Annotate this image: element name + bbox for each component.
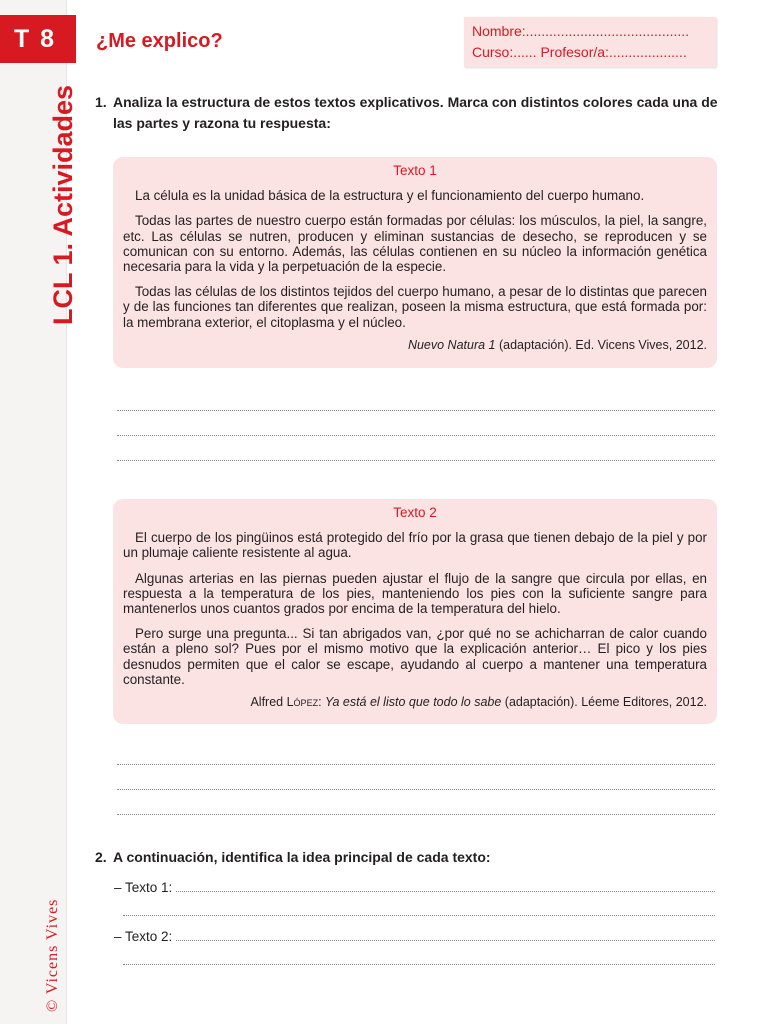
text-1-answer-line[interactable]	[123, 915, 715, 916]
source-title: Nuevo Natura 1	[407, 337, 496, 352]
text-2-answer-line[interactable]	[176, 940, 715, 941]
text-1-title: Texto 1	[393, 163, 437, 178]
author-last-name: López	[286, 695, 319, 710]
text-2-paragraph: Algunas arterias en las piernas pueden ajustar el flujo de la sangre que circula por ellas, en respuesta a la temperatura de los pies, manteniendo los pies con la suficiente sangre para mantenerlos unos cuantos grados por encima de la temperatura del hielo.	[123, 570, 707, 617]
question-number: 2.	[95, 849, 107, 865]
question-number: 1.	[95, 94, 107, 110]
text-1-source	[123, 338, 707, 353]
course-teacher-field[interactable]: Curso:...... Profesor/a:....................	[472, 44, 687, 60]
question-1	[95, 92, 720, 134]
text-2-paragraph: Pero surge una pregunta... Si tan abrigados van, ¿por qué no se achicharran de calor cuando están a pleno sol? Pues por el mismo motivo que la explicación anterior… El pico y los pies desnudos permiten que el calor se escape, ayudando al cuerpo a mantener una temperatura constante.	[123, 626, 707, 687]
text-2-box	[113, 499, 717, 724]
source-details: (adaptación). Léeme Editores, 2012.	[501, 695, 707, 710]
question-2	[95, 847, 720, 868]
page-title: ¿Me explico?	[96, 30, 223, 52]
question-text-line2: las partes y razona tu respuesta:	[113, 115, 331, 131]
text-2-source: Alfred López: Ya está el listo que todo lo sabe (adaptación). Léeme Editores, 2012.	[250, 695, 707, 710]
answer-line[interactable]	[117, 814, 715, 815]
text-1-answer-line[interactable]	[176, 891, 715, 892]
unit-tab: T 8	[0, 15, 76, 63]
text-2-answer-line[interactable]	[123, 964, 715, 965]
answer-line[interactable]	[117, 460, 715, 461]
source-details: (adaptación). Ed. Vicens Vives, 2012.	[495, 337, 707, 352]
answer-line[interactable]	[117, 435, 715, 436]
text-1-paragraph: La célula es la unidad básica de la estructura y el funcionamiento del cuerpo humano.	[135, 188, 645, 204]
publisher-logo: © Vicens Vives	[44, 898, 61, 1012]
question-text-line1: Analiza la estructura de estos textos explicativos. Marca con distintos colores cada una de	[113, 94, 718, 110]
text-1-paragraph: Todas las partes de nuestro cuerpo están formadas por células: los músculos, la piel, la sangre, etc. Las células se nutren, producen y eliminan sustancias de desecho, se reproducen y se comunican con su entorno. Además, las células contienen en su núcleo la información genética necesaria para la vida y la perpetuación de la especie.	[123, 213, 707, 275]
text-2-answer-label: – Texto 2:	[114, 929, 173, 944]
source-title: Ya está el listo que todo lo sabe	[325, 695, 502, 710]
vertical-section-title: LCL 1. Actividades	[48, 84, 78, 325]
answer-line[interactable]	[117, 789, 715, 790]
author-first-name: Alfred	[250, 695, 287, 710]
text-1-answer-label: – Texto 1:	[114, 880, 173, 895]
name-field[interactable]: Nombre:..........................................	[472, 23, 690, 39]
student-info-box	[464, 17, 716, 67]
answer-line[interactable]	[117, 764, 715, 765]
text-2-paragraph: El cuerpo de los pingüinos está protegido del frío por la grasa que tienen debajo de la piel y por un plumaje caliente resistente al agua.	[123, 530, 707, 561]
text-2-title: Texto 2	[393, 505, 437, 520]
text-1-paragraph: Todas las células de los distintos tejidos del cuerpo humano, a pesar de lo distintas que parecen y de las funciones tan diferentes que realizan, poseen la misma estructura, que está formada por: la membrana exterior, el citoplasma y el núcleo.	[123, 284, 707, 330]
answer-line[interactable]	[117, 410, 715, 411]
question-text: A continuación, identifica la idea principal de cada texto:	[113, 849, 491, 865]
text-1-box	[113, 157, 717, 368]
